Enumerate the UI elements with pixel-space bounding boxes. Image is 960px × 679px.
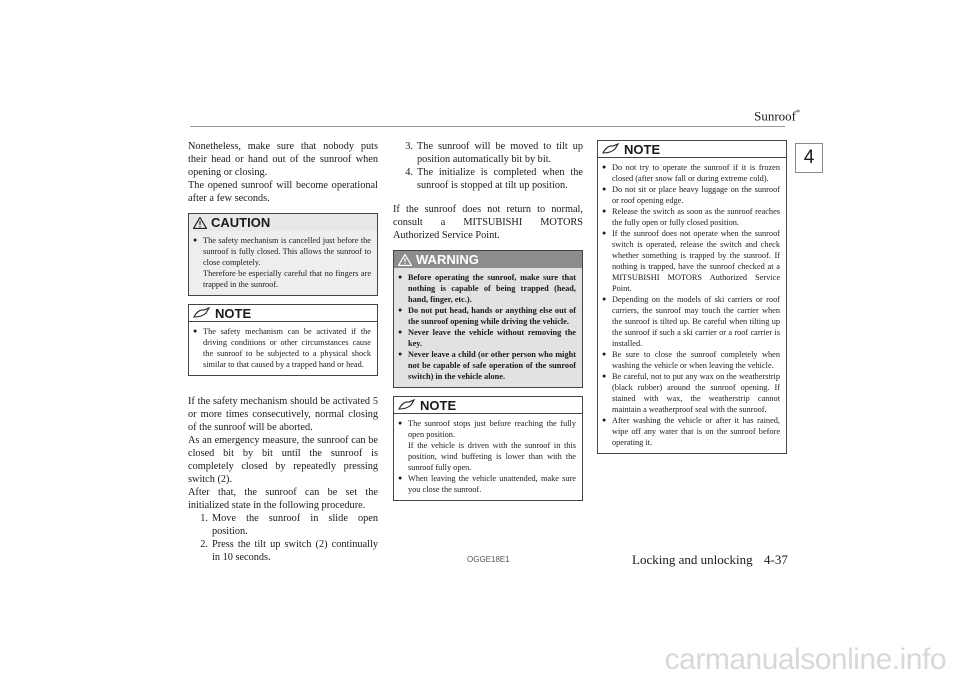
bullet-item (602, 184, 780, 206)
note-header (598, 141, 786, 158)
bullet-text: Before operating the sunroof, make sure that nothing is capable of being trapped (head, hand, finger, etc.). (408, 273, 576, 304)
bullet-icon: ● (193, 236, 198, 244)
note-pen-icon (602, 143, 620, 155)
step-item (188, 538, 378, 564)
bullet-item (193, 235, 371, 290)
bullet-icon: ● (602, 372, 607, 380)
step-number: 4. (405, 167, 413, 178)
step-number: 2. (200, 539, 208, 550)
bullet-icon: ● (398, 474, 403, 482)
bullet-icon: ● (602, 163, 607, 171)
bullet-text: Never leave a child (or other person who might not be capable of safe operation of the sunroof switch) in the vehicle alone. (408, 350, 576, 381)
bullet-icon: ● (398, 306, 403, 314)
procedure-steps (188, 512, 378, 564)
bullet-item (398, 473, 576, 495)
note-body (189, 322, 377, 375)
bullet-item (398, 272, 576, 305)
note-body (394, 414, 582, 500)
bullet-item (602, 228, 780, 294)
step-text: Press the tilt up switch (2) continually in 10 seconds. (212, 539, 378, 563)
bullet-icon: ● (602, 295, 607, 303)
caution-body (189, 231, 377, 295)
step-number: 3. (405, 141, 413, 152)
bullet-item (398, 327, 576, 349)
header-title-mark: * (796, 108, 800, 117)
step-item (393, 140, 583, 166)
bullet-item (398, 418, 576, 473)
step-number: 1. (200, 513, 208, 524)
caution-box (188, 213, 378, 296)
note-box (393, 396, 583, 501)
step-text: The initialize is completed when the sunroof is stopped at tilt up position. (417, 167, 583, 191)
column-middle (393, 140, 583, 509)
bullet-icon: ● (602, 416, 607, 424)
note-pen-icon (193, 307, 211, 319)
bullet-text: The safety mechanism is cancelled just before the sunroof is fully closed. This allows the sunroof to close completely. Therefore be especially careful that no fingers are trapped in the sunroof. (203, 236, 371, 289)
bullet-icon: ● (398, 273, 403, 281)
bullet-text: Be careful, not to put any wax on the weatherstrip (black rubber) around the sunroof opening. If stained with wax, the weatherstrip cannot maintain a weatherproof seal with the sunroof. (612, 372, 780, 414)
bullet-icon: ● (398, 350, 403, 358)
note-label: NOTE (624, 141, 661, 157)
section-title: Locking and unlocking (632, 552, 753, 567)
step-text: Move the sunroof in slide open position. (212, 513, 378, 537)
bullet-text: When leaving the vehicle unattended, make sure you close the sunroof. (408, 474, 576, 494)
bullet-icon: ● (398, 419, 403, 427)
bullet-item (602, 206, 780, 228)
paragraph: After that, the sunroof can be set the initialized state in the following procedure. (188, 487, 378, 511)
bullet-text: After washing the vehicle or after it has rained, wipe off any water that is on the sunroof before operating it. (612, 416, 780, 447)
paragraph: The opened sunroof will become operational after a few seconds. (188, 180, 378, 204)
bullet-item (602, 415, 780, 448)
step-item (188, 512, 378, 538)
paragraph: If the sunroof does not return to normal, consult a MITSUBISHI MOTORS Authorized Service Point. (393, 204, 583, 241)
note-header (189, 305, 377, 322)
note-label: NOTE (215, 305, 252, 321)
bullet-item (398, 349, 576, 382)
note-box (188, 304, 378, 376)
warning-body (394, 268, 582, 387)
page-number: 4-37 (764, 552, 788, 567)
page-header-title (754, 108, 800, 124)
column-right (597, 140, 787, 462)
bullet-item (398, 305, 576, 327)
paragraph: Nonetheless, make sure that nobody puts their head or hand out of the sunroof when opening or closing. (188, 141, 378, 178)
step-item (393, 166, 583, 192)
bullet-icon: ● (193, 327, 198, 335)
caution-header (189, 214, 377, 231)
bullet-text: Do not sit or place heavy luggage on the sunroof or roof opening edge. (612, 185, 780, 205)
warning-header (394, 251, 582, 268)
bullet-item (602, 371, 780, 415)
bullet-text: Be sure to close the sunroof completely when washing the vehicle or when leaving the vehicle. (612, 350, 780, 370)
paragraph: If the safety mechanism should be activated 5 or more times consecutively, normal closing of the sunroof will be aborted. (188, 396, 378, 433)
caution-label: CAUTION (211, 215, 271, 230)
step-text: The sunroof will be moved to tilt up position automatically bit by bit. (417, 141, 583, 165)
header-rule (190, 126, 785, 127)
bullet-text: Never leave the vehicle without removing the key. (408, 328, 576, 348)
note-header (394, 397, 582, 414)
bullet-icon: ● (602, 185, 607, 193)
chapter-tab: 4 (795, 143, 823, 173)
bullet-item (193, 326, 371, 370)
warning-triangle-icon (193, 217, 207, 229)
bullet-icon: ● (602, 207, 607, 215)
bullet-text: The sunroof stops just before reaching the fully open position. If the vehicle is driven with the sunroof in this position, wind buffeting is lower than with the sunroof fully open. (408, 419, 576, 472)
note-label: NOTE (420, 397, 457, 413)
bullet-text: Release the switch as soon as the sunroof reaches the fully open or fully closed position. (612, 207, 780, 227)
bullet-item (602, 349, 780, 371)
bullet-text: If the sunroof does not operate when the sunroof switch is operated, release the switch and check whether something is trapped by the sunroof. If nothing is trapped, have the sunroof checked at a MITSUBISHI MOTORS Authorized Service Point. (612, 229, 780, 293)
bullet-text: The safety mechanism can be activated if the driving conditions or other circumstances cause the sunroof to be subjected to a physical shock similar to that caused by a trapped hand or head. (203, 327, 371, 369)
document-code: OGGE18E1 (467, 555, 510, 564)
warning-box (393, 250, 583, 388)
paragraph: As an emergency measure, the sunroof can be closed bit by bit until the sunroof is completely closed by repeatedly pressing switch (2). (188, 435, 378, 485)
bullet-item (602, 294, 780, 349)
bullet-item (602, 162, 780, 184)
bullet-icon: ● (398, 328, 403, 336)
watermark: carmanualsonline.info (664, 643, 946, 676)
bullet-text: Do not put head, hands or anything else out of the sunroof opening while driving the vehicle. (408, 306, 576, 326)
column-left (188, 140, 378, 564)
warning-label: WARNING (416, 252, 479, 267)
procedure-steps-continued (393, 140, 583, 192)
warning-triangle-icon (398, 254, 412, 266)
note-body (598, 158, 786, 453)
note-box (597, 140, 787, 454)
bullet-text: Depending on the models of ski carriers or roof carriers, the sunroof may touch the carrier when the sunroof is tilted up. Be careful when tilting up the sunroof if such a ski carrier or a roof carrier is installed. (612, 295, 780, 348)
header-title-text: Sunroof (754, 108, 796, 124)
bullet-text: Do not try to operate the sunroof if it is frozen closed (after snow fall or during extreme cold). (612, 163, 780, 183)
bullet-icon: ● (602, 229, 607, 237)
bullet-icon: ● (602, 350, 607, 358)
note-pen-icon (398, 399, 416, 411)
